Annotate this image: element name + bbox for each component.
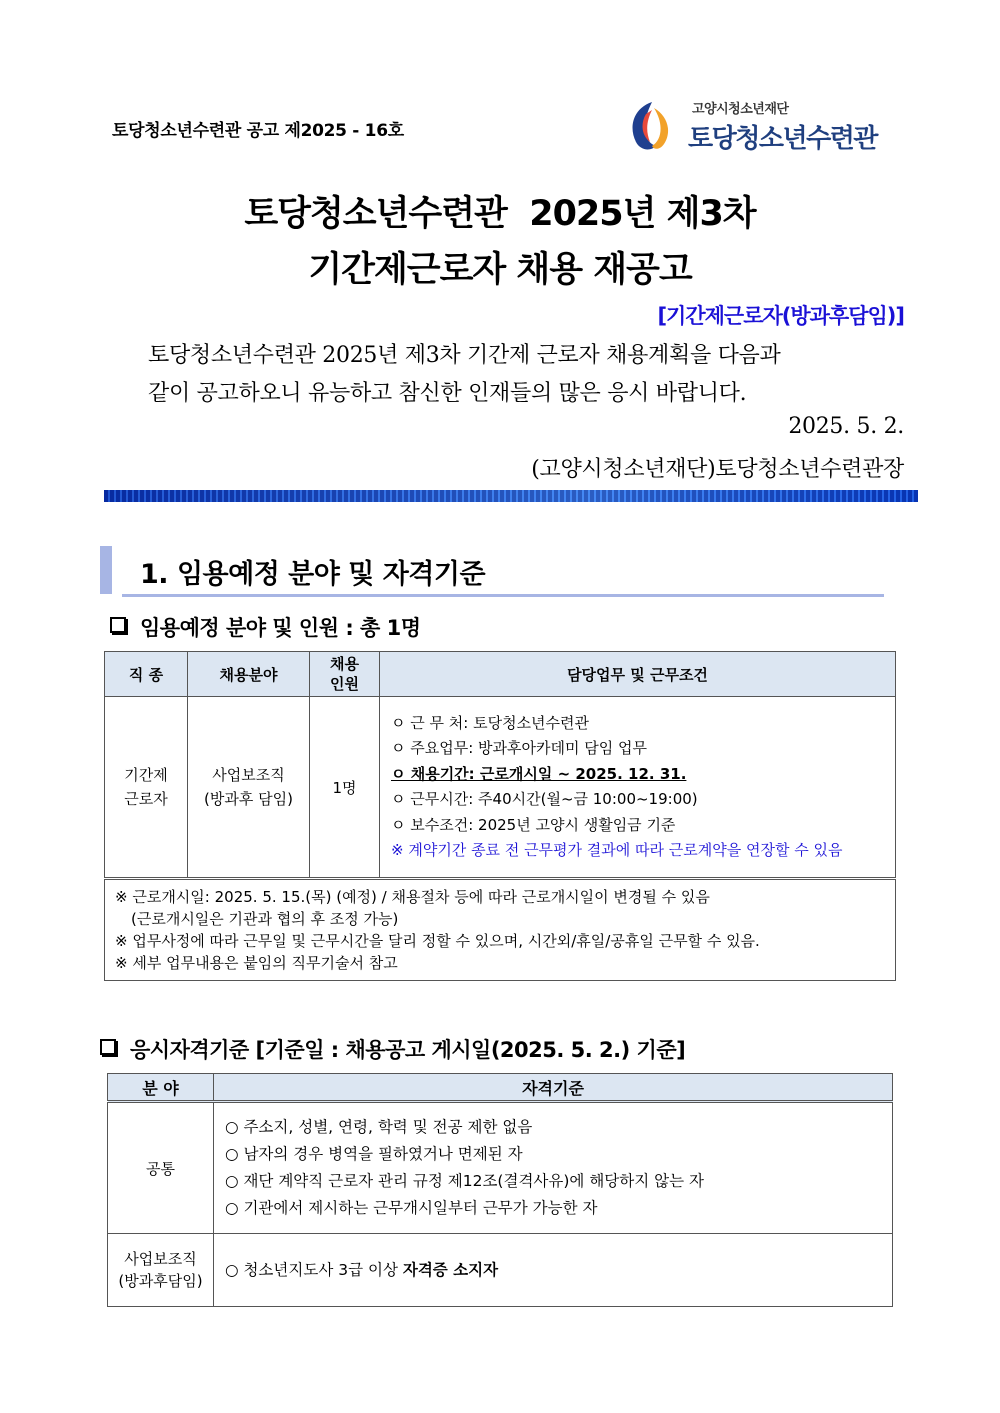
issuer: (고양시청소년재단)토당청소년수련관장 <box>531 457 904 482</box>
page-title-line1: 토당청소년수련관 2025년 제3차 <box>244 194 756 234</box>
subheading-qualifications-text: 응시자격기준 [기준일 : 채용공고 게시일(2025. 5. 2.) 기준] <box>130 1038 686 1062</box>
note-line: ※ 세부 업무내용은 붙임의 직무기술서 참고 <box>115 954 398 972</box>
note-line: (근로개시일은 기관과 협의 후 조정 가능) <box>131 910 399 928</box>
divider-bar <box>104 490 918 502</box>
subheading-positions <box>110 612 421 642</box>
checkbox-bullet-icon <box>110 617 126 633</box>
list-item: ○ 남자의 경우 병역을 필하였거나 면제된 자 <box>225 1145 523 1163</box>
header-duties: 담당업무 및 근무조건 <box>380 652 896 697</box>
header-job-type: 직 종 <box>105 652 188 697</box>
table-header-row <box>108 1074 893 1102</box>
duties-list <box>381 711 894 864</box>
header-area: 분 야 <box>108 1074 214 1102</box>
count-cell: 1명 <box>310 697 380 879</box>
header-criteria: 자격기준 <box>214 1074 893 1102</box>
qualifications-table <box>107 1073 893 1307</box>
list-item: ㅇ 보수조건: 2025년 고양시 생활임금 기준 <box>391 815 676 834</box>
field-cell: 사업보조직 (방과후 담임) <box>188 697 310 879</box>
notice-number: 토당청소년수련관 공고 제2025 - 16호 <box>112 121 404 141</box>
common-criteria-list <box>215 1114 891 1222</box>
subheading-positions-text: 임용예정 분야 및 인원 : 총 1명 <box>140 616 421 640</box>
job-type-cell: 기간제 근로자 <box>105 697 188 879</box>
notes-cell <box>105 879 896 981</box>
table-row <box>108 1102 893 1234</box>
note-line: ※ 업무사정에 따라 근무일 및 근무시간을 달리 정할 수 있으며, 시간외/휴일/공휴일 근무할 수 있음. <box>115 932 760 950</box>
section-underline <box>122 594 884 597</box>
logo-org-text: 고양시청소년재단 <box>692 102 789 117</box>
special-criteria-cell <box>214 1234 893 1307</box>
special-label: 사업보조직 (방과후담임) <box>108 1234 214 1307</box>
intro-line1: 토당청소년수련관 2025년 제3차 기간제 근로자 채용계획을 다음과 <box>148 343 781 368</box>
logo-mark-icon <box>622 96 682 156</box>
common-label: 공통 <box>108 1102 214 1234</box>
page-title-line2: 기간제근로자 채용 재공고 <box>308 250 692 290</box>
table-row <box>105 697 896 879</box>
list-item: ○ 재단 계약직 근로자 관리 규정 제12조(결격사유)에 해당하지 않는 자 <box>225 1172 704 1190</box>
list-item: ○ 주소지, 성별, 연령, 학력 및 전공 제한 없음 <box>225 1118 533 1136</box>
list-item: ㅇ 주요업무: 방과후아카데미 담임 업무 <box>391 739 647 757</box>
list-item: ※ 계약기간 종료 전 근무평가 결과에 따라 근로계약을 연장할 수 있음 <box>391 841 843 859</box>
subheading-qualifications <box>100 1034 685 1064</box>
list-item: ㅇ 채용기간: 근로개시일 ~ 2025. 12. 31. <box>391 764 687 783</box>
section-marker <box>100 546 112 594</box>
header-count: 채용 인원 <box>310 652 380 697</box>
list-item: ㅇ 근무시간: 주40시간(월~금 10:00~19:00) <box>391 790 698 808</box>
list-item: ㅇ 근 무 처: 토당청소년수련관 <box>391 713 590 732</box>
notice-date: 2025. 5. 2. <box>788 414 904 439</box>
duties-cell <box>380 697 896 879</box>
table-row <box>108 1234 893 1307</box>
header-field: 채용분야 <box>188 652 310 697</box>
org-logo <box>622 96 892 162</box>
list-item: ○ 기관에서 제시하는 근무개시일부터 근무가 가능한 자 <box>225 1199 598 1217</box>
position-subtitle: [기간제근로자(방과후담임)] <box>657 304 904 328</box>
list-item: ○ 청소년지도사 3급 이상 자격증 소지자 <box>225 1260 499 1279</box>
special-criteria-list <box>215 1257 891 1284</box>
notes-row <box>105 879 896 981</box>
table-header-row <box>105 652 896 697</box>
common-criteria-cell <box>214 1102 893 1234</box>
section-title: 1. 임용예정 분야 및 자격기준 <box>140 559 486 590</box>
note-line: ※ 근로개시일: 2025. 5. 15.(목) (예정) / 채용절차 등에 따라 근로개시일이 변경될 수 있음 <box>115 888 710 906</box>
positions-table <box>104 651 896 981</box>
intro-line2: 같이 공고하오니 유능하고 참신한 인재들의 많은 응시 바랍니다. <box>148 381 747 406</box>
logo-name-text: 토당청소년수련관 <box>688 124 877 154</box>
checkbox-bullet-icon <box>100 1039 116 1055</box>
